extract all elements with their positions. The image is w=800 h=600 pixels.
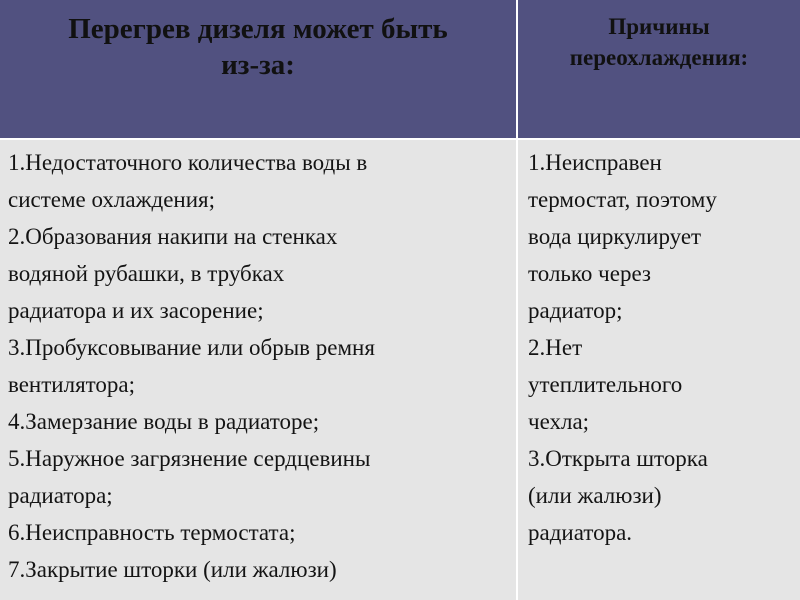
- header-cell-overheating: [0, 0, 516, 138]
- overcooling-cause-line: только через: [528, 261, 652, 286]
- overcooling-cause-line: радиатор;: [528, 298, 623, 323]
- overcooling-cause-line: 2.Нет: [528, 335, 583, 360]
- overcooling-cause-line: радиатора.: [528, 520, 633, 545]
- overcooling-cause-line: чехла;: [528, 409, 590, 434]
- overcooling-cause-line: 1.Неисправен: [528, 150, 662, 175]
- header-overcooling-line-2: переохлаждения:: [569, 45, 749, 70]
- overheating-cause-line: радиатора и их засорение;: [8, 298, 264, 323]
- overcooling-cause-line: термостат, поэтому: [528, 187, 717, 212]
- header-overcooling-line-1: Причины: [608, 14, 710, 39]
- overcooling-cause-line: вода циркулирует: [528, 224, 702, 249]
- overheating-cause-line: 3.Пробуксовывание или обрыв ремня: [8, 335, 375, 360]
- overcooling-cause-line: утеплительного: [528, 372, 683, 397]
- table-header-row: [0, 0, 800, 140]
- column-divider: [516, 0, 518, 600]
- overcooling-causes-cell: [518, 140, 800, 600]
- header-overheating-line-2: из-за:: [221, 49, 295, 81]
- overheating-cause-line: 5.Наружное загрязнение сердцевины: [8, 446, 371, 471]
- overheating-cause-line: водяной рубашки, в трубках: [8, 261, 285, 286]
- overheating-cause-line: системе охлаждения;: [8, 187, 215, 212]
- overheating-cause-line: 2.Образования накипи на стенках: [8, 224, 338, 249]
- overheating-cause-line: 1.Недостаточного количества воды в: [8, 150, 368, 175]
- overcooling-cause-line: 3.Открыта шторка: [528, 446, 708, 471]
- overcooling-cause-line: (или жалюзи): [528, 483, 662, 508]
- overheating-cause-line: 7.Закрытие шторки (или жалюзи): [8, 557, 337, 582]
- header-overheating-line-1: Перегрев дизеля может быть: [68, 13, 448, 45]
- overheating-cause-line: 6.Неисправность термостата;: [8, 520, 296, 545]
- table-body-row: [0, 140, 800, 600]
- header-cell-overcooling: [518, 0, 800, 138]
- overheating-cause-line: радиатора;: [8, 483, 113, 508]
- overheating-cause-line: 4.Замерзание воды в радиаторе;: [8, 409, 320, 434]
- overheating-cause-line: вентилятора;: [8, 372, 136, 397]
- overheating-causes-cell: [0, 140, 516, 600]
